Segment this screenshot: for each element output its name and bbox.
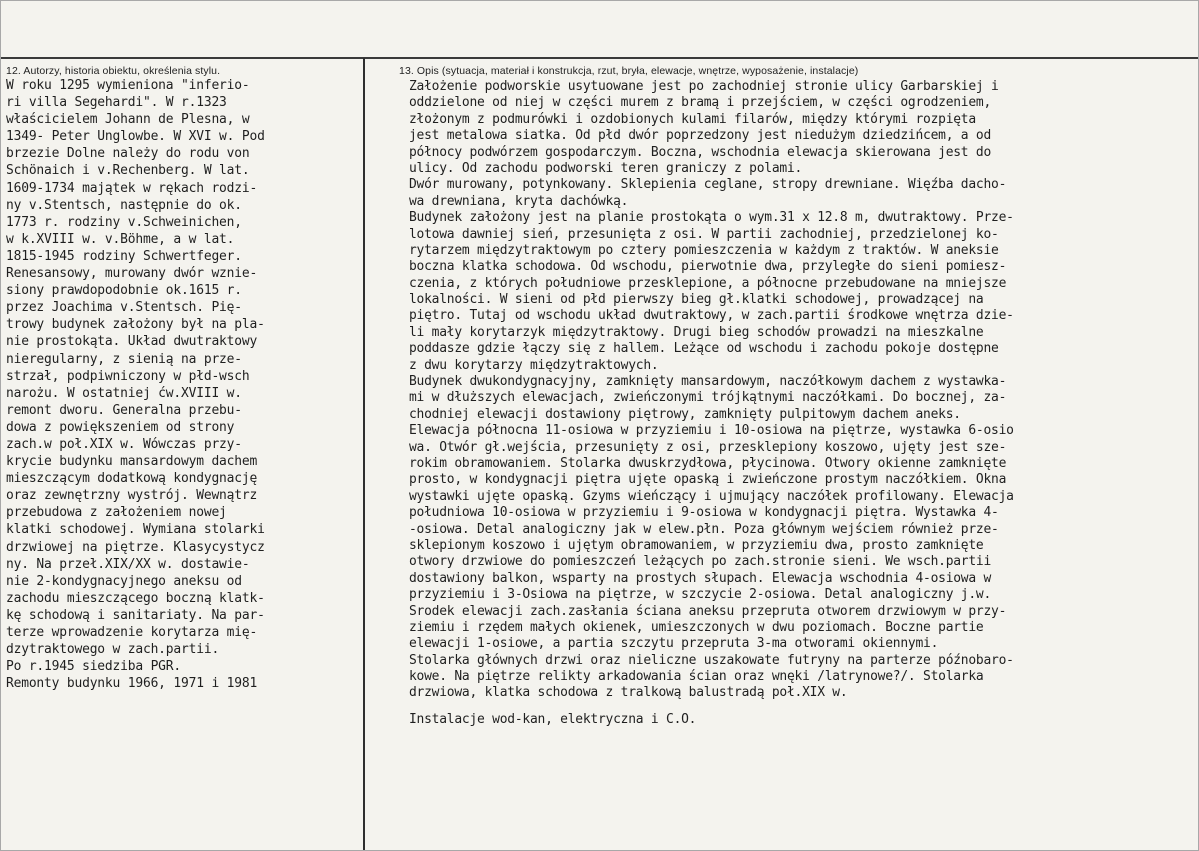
text-line: Środek elewacji zach.zasłania ściana aneksu przeprutа otworem drzwiowym w przy- [409,603,1007,619]
text-line: Instalacje wod-kan, elektryczna i C.O. [409,711,697,727]
text-line: elewacji 1-osiowe, a partia szczytu przepruta 3-ma otworami okiennymi. [409,636,939,652]
text-line: boczna klatka schodowa. Od wschodu, pierwotnie dwa, przyległe do sieni pomiesz- [409,259,1007,275]
text-line: poddasze gdzie łączy się z hallem. Leżące od wschodu i zachodu pokoje dostępne [409,341,999,357]
text-line: drzwiowej na piętrze. Klasycystycz [6,539,265,555]
text-line: nieregularny, z sienią na prze- [6,351,242,367]
text-line: nie prostokąta. Układ dwutraktowy [6,334,258,350]
text-line: lotowa dawniej sień, przesunięta z osi. W partii zachodniej, przedzielonej ko- [409,226,999,242]
text-line: 1815-1945 rodziny Schwertfeger. [6,248,242,264]
text-line: Stolarka głównych drzwi oraz nieliczne uszakowate futryny na parterze późnobaro- [409,652,1014,668]
text-line: 1349- Peter Unglowbe. W XVI w. Pod [6,129,265,145]
text-line: ri villa Segehardi". W r.1323 [6,95,227,111]
text-line: wa. Otwór gł.wejścia, przesunięty z osi, przesklepiony koszowo, ujęty jest sze- [409,439,1007,455]
text-line: przebudowa z założeniem nowej [6,505,227,521]
text-line: strzał, podpiwniczony w płd-wsch [6,368,250,384]
text-line: wa drewniana, kryta dachówką. [409,193,629,209]
text-line: Po r.1945 siedziba PGR. [6,659,182,675]
text-line: zachodu mieszczącego boczną klatk- [6,590,265,606]
text-line: lokalności. W sieni od płd pierwszy bieg gł.klatki schodowej, prowadzącej na [409,292,984,308]
text-line: klatki schodowej. Wymiana stolarki [6,522,265,538]
text-line: oddzielone od niej w części murem z bramą i przejściem, w części ogrodzeniem, [409,95,992,111]
text-line: narożu. W ostatniej ćw.XVIII w. [6,385,242,401]
text-line: prosto, w kondygnacji piętra ujęte opaską i zwieńczone prostym naczółkiem. Okna [409,472,1007,488]
text-line: przyziemiu i 3-Osiowa na piętrze, w szczycie 2-osiowa. Detal analogiczny j.w. [409,587,992,603]
right-column-header: 13. Opis (sytuacja, materiał i konstrukcja, rzut, bryła, elewacje, wnętrze, wyposażenie, instalacje) [399,65,859,77]
text-line: właścicielem Johann de Plesna, w [6,112,250,128]
history-text-column [6,77,360,692]
text-line: dowa z powiększeniem od strony [6,419,235,435]
text-line: Remonty budynku 1966, 1971 i 1981 [6,676,258,692]
text-line: chodniej elewacji dostawiony piętrowy, zamknięty pulpitowym dachem aneks. [409,406,961,422]
text-line: złożonym z podmurówki i ozdobionych kulami filarów, między którymi rozpięta [409,111,976,127]
text-line: kę schodową i sanitariaty. Na par- [6,607,265,623]
text-line: otwory drzwiowe do pomieszczeń leżących po zach.stronie sieni. We wsch.partii [409,554,992,570]
text-line: północy podwórzem gospodarczym. Boczna, wschodnia elewacja skierowana jest do [409,144,992,160]
text-line: 1773 r. rodziny v.Schweinichen, [6,214,242,230]
text-line: sklepionym koszowo i ujętym obramowaniem, w przyziemiu dwa, prosto zamknięte [409,537,984,553]
text-line: Budynek założony jest na planie prostokąta o wym.31 x 12.8 m, dwutraktowy. Prze- [409,210,1014,226]
text-line: jest metalowa siatka. Od płd dwór poprzedzony jest niedużym dziedzińcem, a od [409,128,992,144]
column-divider [363,58,365,851]
text-line: Dwór murowany, potynkowany. Sklepienia ceglane, stropy drewniane. Więźba dacho- [409,177,1007,193]
text-line: mieszczącym dodatkową kondygnację [6,471,258,487]
text-line: rytarzem międzytraktowym po cztery pomieszczenia w każdym z traktów. W aneksie [409,242,999,258]
text-line: ziemiu i rzędem małych okienek, umieszczonych w dwu poziomach. Boczne partie [409,619,984,635]
text-line: Elewacja północna 11-osiowa w przyziemiu i 10-osiowa na piętrze, wystawka 6-osio [409,423,1014,439]
text-line: Renesansowy, murowany dwór wznie- [6,266,258,282]
horizontal-rule [1,57,1199,59]
text-line: Schönaich i v.Rechenberg. W lat. [6,163,250,179]
text-line: Budynek dwukondygnacyjny, zamknięty mansardowym, naczółkowym dachem z wystawka- [409,374,1007,390]
text-line: ny. Na przeł.XIX/XX w. dostawie- [6,556,250,572]
text-line: piętro. Tutaj od wschodu układ dwutraktowy, w zach.partii środkowe wnętrza dzie- [409,308,1014,324]
text-line: ulicy. Od zachodu podworski teren graniczy z polami. [409,160,803,176]
text-line: terze wprowadzenie korytarza mię- [6,625,258,640]
text-line: remont dworu. Generalna przebu- [6,402,242,418]
text-line: zach.w poł.XIX w. Wówczas przy- [6,436,242,452]
text-line: rokim obramowaniem. Stolarka dwuskrzydłowa, płycinowa. Otwory okienne zamknięte [409,455,1007,471]
text-line: 1609-1734 majątek w rękach rodzi- [6,180,258,196]
text-line: W roku 1295 wymieniona "inferio- [6,78,250,93]
text-line: Założenie podworskie usytuowane jest po zachodniej stronie ulicy Garbarskiej i [409,79,999,94]
text-line: wystawki ujęte opaską. Gzyms wieńczący i ujmujący naczółek profilowany. Elewacja [409,488,1014,504]
text-line: brzezie Dolne należy do rodu von [6,146,250,162]
text-line: siony prawdopodobnie ok.1615 r. [6,283,242,299]
text-line: mi w dłuższych elewacjach, zwieńczonymi trójkątnymi naczółkami. Do bocznej, za- [409,390,1007,406]
description-text-column [409,79,1195,728]
text-line: z dwu korytarzy międzytraktowych. [409,357,659,373]
text-line: krycie budynku mansardowym dachem [6,454,258,470]
text-line: czenia, z których południowe przesklepione, a północne przebudowane na mniejsze [409,275,1007,291]
text-line: kowe. Na piętrze relikty arkadowania ścian oraz wnęki /latrynowe?/. Stolarka [409,669,984,685]
text-line: przez Joachima v.Stentsch. Pię- [6,300,242,316]
text-line: drzwiowa, klatka schodowa z tralkową balustradą poł.XIX w. [409,685,848,701]
text-line: nie 2-kondygnacyjnego aneksu od [6,573,242,589]
left-column-header: 12. Autorzy, historia obiektu, określenia stylu. [6,65,221,77]
text-line: oraz zewnętrzny wystrój. Wewnątrz [6,488,258,504]
text-line: południowa 10-osiowa w przyziemiu i 9-osiowa w kondygnacji piętra. Wystawka 4- [409,505,999,521]
text-line: ny v.Stentsch, następnie do ok. [6,197,242,213]
text-line: w k.XVIII w. v.Böhme, a w lat. [6,231,235,247]
text-line: trowy budynek założony był na pla- [6,317,265,333]
text-line: li mały korytarzyk międzytraktowy. Drugi bieg schodów prowadzi na mieszkalne [409,324,984,340]
text-line: -osiowa. Detal analogiczny jak w elew.płn. Poza głównym wejściem również prze- [409,521,999,537]
text-line: dzytraktowego w zach.partii. [6,642,220,658]
text-line: dostawiony balkon, wsparty na prostych słupach. Elewacja wschodnia 4-osiowa w [409,570,992,586]
